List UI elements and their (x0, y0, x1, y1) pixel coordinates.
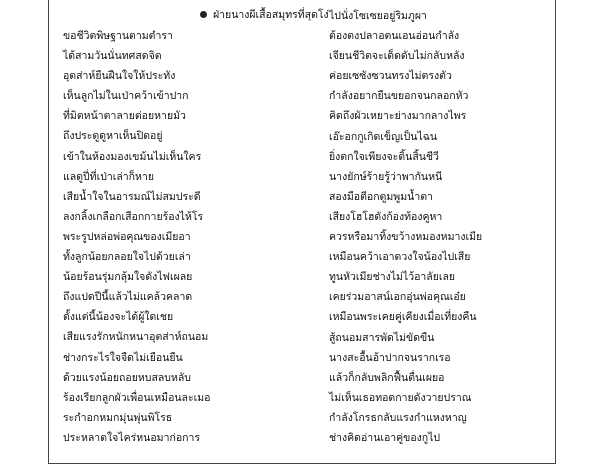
poem-line-right: แล้วก็กลับพลิกฟื้นตื่นเผยอ (329, 371, 445, 384)
poem-line-right: ไม่เห็นเธอทอดกายดังวายปราณ (329, 391, 472, 404)
poem-line-right: ควรหรือมาทิ้งขว้างหมองหมางเมีย (329, 231, 483, 244)
poem-line-left: พระรูปหล่อพ่อคุณของเมียอา (63, 230, 191, 243)
poem-line-left: ถึงประตูดูหาเห็นปิดอยู่ (63, 130, 163, 143)
poem-line-right: เคยร่วมอาสน์เอกอุ่นพ่อคุณเอ๋ย (329, 291, 466, 304)
poem-line-left: เห็นลูกไม่ในเป่าคว้าเข้าปาก (63, 90, 189, 103)
poem-line-left: เสียแรงรักหนักหนาอุตส่าห์ถนอม (63, 331, 209, 344)
poem-line-right: นางสะอื้นอ้าปากจนรากเรอ (329, 351, 451, 364)
poem-line-left: ลงกลิ้งเกลือกเสือกกายร้องไห้โร (63, 210, 204, 223)
poem-line-right: คิดถึงผัวเหยาะย่างมากลางไพร (329, 110, 467, 123)
poem-line-left: ประหลาดใจไคร่หนอมาก่อการ (63, 431, 201, 444)
document-page (48, 0, 556, 464)
poem-line-left: เสียน้ำใจในอารมณ์ไม่สมประดี (63, 190, 201, 203)
poem-heading (200, 6, 329, 23)
poem-line-left: ระกำอกหมกมุ่นพุ่นพิโรธ (63, 411, 173, 424)
poem-line-right: กำลังอยากยืนขยอกจนกลอกหัว (329, 90, 469, 103)
poem-line-right: เอ๊ะอกกูเกิดเข็ญเป็นไฉน (329, 130, 438, 143)
poem-line-left: อุตส่าห์ยืนฝืนใจให้ประทัง (63, 70, 176, 83)
poem-line-left: น้อยร้อนรุ่มกลุ้มใจดังไฟเผลย (63, 271, 193, 284)
poem-line-right: กำลังโกรธกลับแรงกำแหงหาญ (329, 411, 467, 424)
poem-line-left: ร้องเรียกลูกผัวเพื่อนเหมือนละเมอ (63, 391, 211, 404)
poem-left-column (63, 6, 210, 448)
poem-line-right: ทูนหัวเมียช่างไม่ไว้อาลัยเลย (329, 271, 456, 284)
poem-line-left: ช่างกระไรใจจืดไม่เยือนยืน (63, 351, 183, 364)
poem-line-right: เหมือนคว้าเอาดวงใจน้องไปเสีย (329, 251, 471, 264)
poem-line-right: เจียนชีวิตจะเด็ดดับไม่กลับหลัง (329, 50, 465, 63)
poem-line-right: ไปนั่งโซเซยอยู่ริมภูผา (329, 10, 427, 22)
poem-line-right: ยิ่งตกใจเพียงจะดิ้นสิ้นชีวี (329, 150, 439, 163)
poem-line-right: เสียงโฮโฮดังก้องท้องคูหา (329, 210, 443, 223)
poem-line-right: สู้ถนอมสารพัดไม่ขัดขืน (329, 331, 435, 344)
poem-line-left: ทั้งลูกน้อยกลอยใจไปด้วยเล่า (63, 251, 191, 264)
heading-text: ฝ่ายนางผีเสื้อสมุทรที่สุดโง่ (213, 9, 329, 21)
poem-right-column (329, 6, 482, 448)
poem-line-right: เหมือนพระเคยคู่เคียงเมื่อเที่ยงคืน (329, 311, 477, 324)
poem-line-left: แลดูปี่ที่เป่าเล่าก็หาย (63, 170, 155, 183)
poem-line-right: ค่อยเซซังซวนทรงไม่ตรงตัว (329, 70, 452, 83)
poem-line-left: ขอชีวิตพิษฐานตามตำรา (63, 30, 173, 42)
poem-line-right: นางยักษ์ร้ายรู้ว่าพากันหนี (329, 170, 443, 183)
poem-line-left: ที่มิตหน้าตาลายต่อยหายมัว (63, 110, 186, 123)
poem-line-left: ถึงแปดปีนี้แล้วไม่แคล้วคลาด (63, 291, 193, 304)
poem-line-right: ต้องตงปลาอตนเอนอ่อนกำลัง (329, 30, 460, 43)
poem-line-right: สองมือตีอกตูมพูมน้ำตา (329, 190, 433, 203)
poem-line-left: ด้วยแรงน้อยถอยหบสลบหลับ (63, 371, 191, 384)
poem-line-left: ได้สามวันนั่นทศสดจิต (63, 50, 162, 63)
poem-line-left: เข้าในห้องมองเขม้นไม่เห็นใคร (63, 150, 202, 163)
poem-line-right: ช่างคิดอ่านเอาคู่ของกูไป (329, 431, 441, 444)
poem-line-left: ตั้งแต่นี้น้องจะได้ผู้ใดเชย (63, 311, 174, 324)
